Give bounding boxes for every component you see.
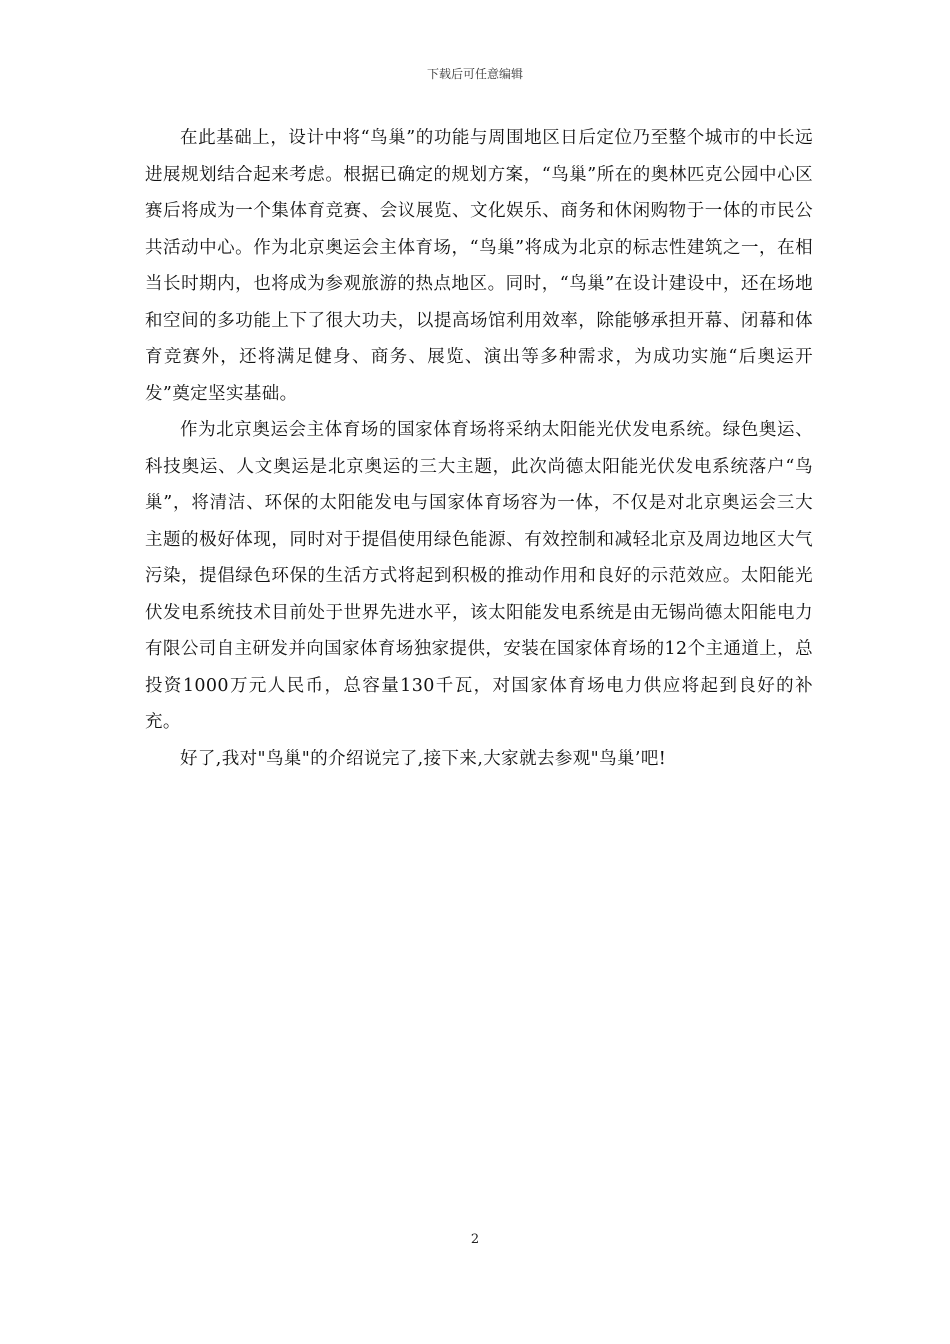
paragraph-3: 好了,我对"鸟巢"的介绍说完了,接下来,大家就去参观"鸟巢’吧! [180, 748, 667, 769]
document-body [145, 120, 813, 777]
page-header: 下载后可任意编辑 [426, 67, 523, 81]
paragraph-2: 作为北京奥运会主体育场的国家体育场将采纳太阳能光伏发电系统。绿色奥运、科技奥运、人文奥运是北京奥运的三大主题，此次尚德太阳能光伏发电系统落户“鸟巢”，将清洁、环保的太阳能发电与国家体育场容为一体，不仅是对北京奥运会三大主题的极好体现，同时对于提倡使用绿色能源、有效控制和减轻北京及周边地区大气污染，提倡绿色环保的生活方式将起到积极的推动作用和良好的示范效应。太阳能光伏发电系统技术目前处于世界先进水平，该太阳能发电系统是由无锡尚德太阳能电力有限公司自主研发并向国家体育场独家提供，安装在国家体育场的12个主通道上，总投资1000万元人民币，总容量130千瓦，对国家体育场电力供应将起到良好的补充。 [145, 420, 813, 732]
paragraph-1: 在此基础上，设计中将“鸟巢”的功能与周围地区日后定位乃至整个城市的中长远进展规划结合起来考虑。根据已确定的规划方案，“鸟巢”所在的奥林匹克公园中心区赛后将成为一个集体育竞赛、会议展览、文化娱乐、商务和休闲购物于一体的市民公共活动中心。作为北京奥运会主体育场，“鸟巢”将成为北京的标志性建筑之一，在相当长时期内，也将成为参观旅游的热点地区。同时，“鸟巢”在设计建设中，还在场地和空间的多功能上下了很大功夫，以提高场馆利用效率，除能够承担开幕、闭幕和体育竞赛外，还将满足健身、商务、展览、演出等多种需求，为成功实施“后奥运开发”奠定坚实基础。 [145, 128, 813, 404]
page-number: 2 [470, 1232, 480, 1247]
